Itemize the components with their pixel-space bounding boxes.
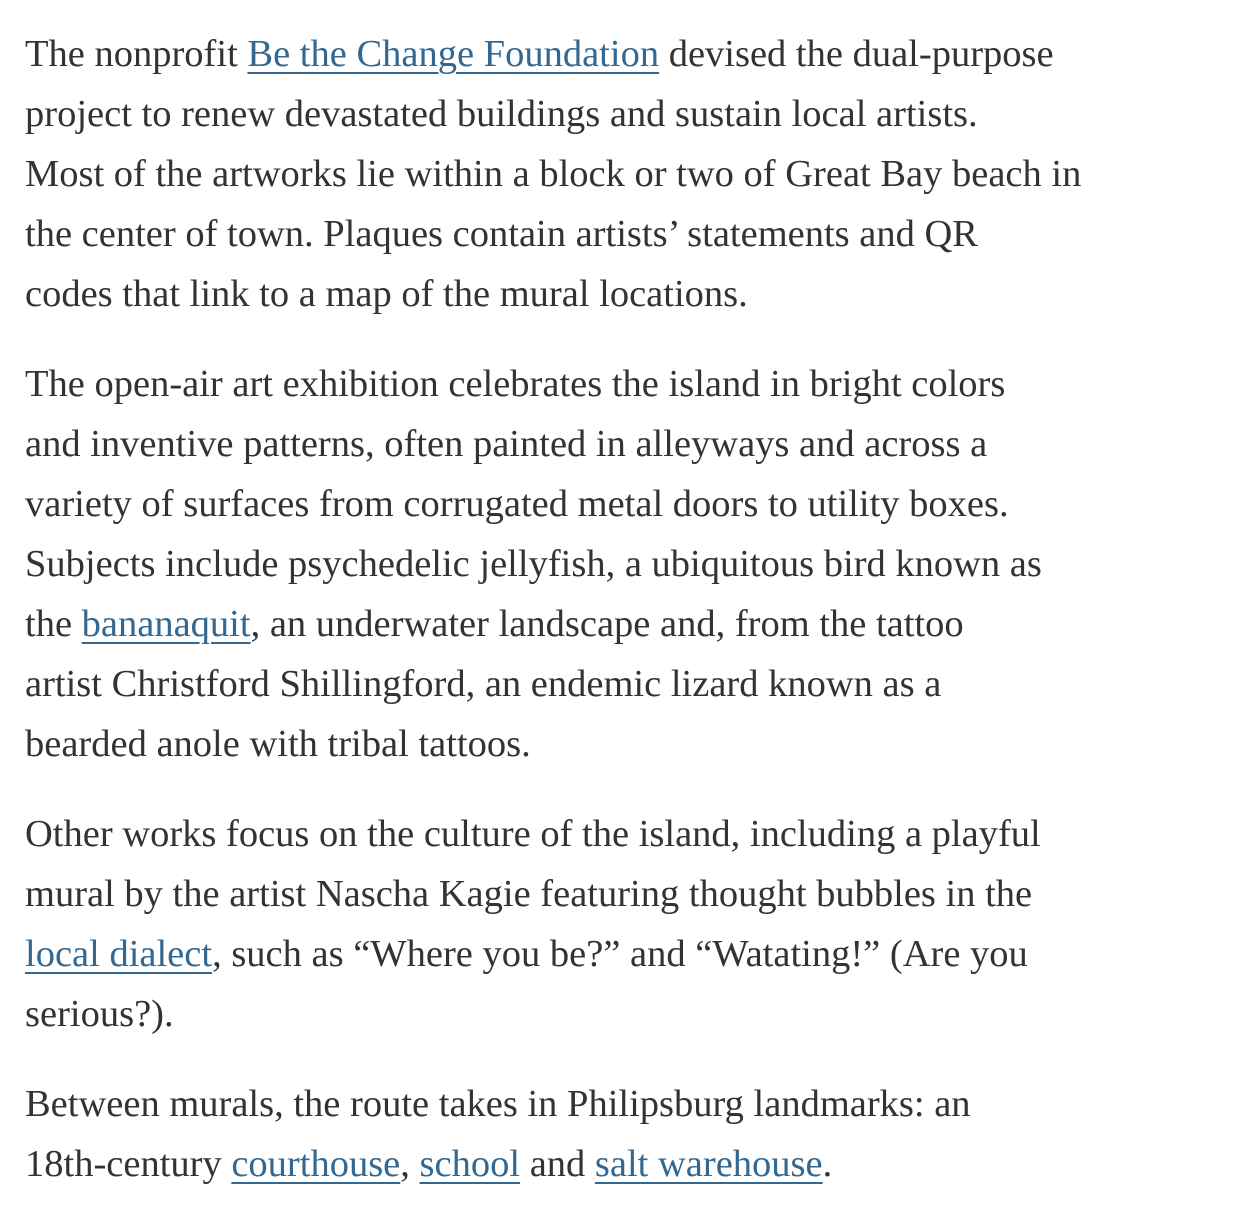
be-the-change-foundation-link[interactable]: Be the Change Foundation — [247, 33, 660, 75]
paragraph-1-line-3 — [25, 144, 1230, 204]
paragraph-2-line-7 — [25, 714, 1200, 774]
paragraph-1-line-2 — [25, 84, 1230, 144]
text-run: codes that link to a map of the mural locations. — [25, 273, 748, 315]
text-run: the — [25, 603, 82, 645]
text-run: 18th-century — [25, 1143, 232, 1185]
text-run: Most of the artworks lie within a block or two of Great Bay beach in — [25, 153, 1082, 195]
paragraph-3-line-4 — [25, 984, 1215, 1044]
courthouse-link[interactable]: courthouse — [231, 1143, 401, 1185]
paragraph-3-line-2 — [25, 864, 1215, 924]
text-run: project to renew devastated buildings and sustain local artists. — [25, 93, 978, 135]
paragraph-1 — [25, 24, 1230, 324]
text-run: bearded anole with tribal tattoos. — [25, 723, 531, 765]
text-run: , such as “Where you be?” and “Watating!” (Are you — [212, 933, 1028, 975]
text-run: , — [400, 1143, 420, 1185]
text-run: the center of town. Plaques contain artists’ statements and QR — [25, 213, 978, 255]
text-run: artist Christford Shillingford, an endemic lizard known as a — [25, 663, 942, 705]
text-run: Subjects include psychedelic jellyfish, a ubiquitous bird known as — [25, 543, 1042, 585]
text-run: Between murals, the route takes in Philipsburg landmarks: an — [25, 1083, 971, 1125]
paragraph-3 — [25, 804, 1215, 1044]
bananaquit-link[interactable]: bananaquit — [81, 603, 251, 645]
text-run: The nonprofit — [25, 33, 248, 75]
text-run: The open-air art exhibition celebrates the island in bright colors — [25, 363, 1006, 405]
paragraph-4-line-1 — [25, 1074, 1215, 1134]
paragraph-2-line-6 — [25, 654, 1200, 714]
paragraph-2-line-2 — [25, 414, 1200, 474]
paragraph-4 — [25, 1074, 1215, 1194]
text-run: devised the dual-purpose — [659, 33, 1054, 75]
paragraph-3-line-1 — [25, 804, 1215, 864]
local-dialect-link[interactable]: local dialect — [25, 933, 213, 975]
paragraph-4-line-2 — [25, 1134, 1215, 1194]
text-run: and inventive patterns, often painted in alleyways and across a — [25, 423, 988, 465]
text-run: Other works focus on the culture of the island, including a playful — [25, 813, 1041, 855]
text-run: , an underwater landscape and, from the tattoo — [250, 603, 964, 645]
paragraph-3-line-3 — [25, 924, 1215, 984]
salt-warehouse-link[interactable]: salt warehouse — [594, 1143, 823, 1185]
text-run: variety of surfaces from corrugated metal doors to utility boxes. — [25, 483, 1009, 525]
text-run: mural by the artist Nascha Kagie featuring thought bubbles in the — [25, 873, 1033, 915]
paragraph-2 — [25, 354, 1200, 774]
paragraph-1-line-1 — [25, 24, 1230, 84]
school-link[interactable]: school — [419, 1143, 521, 1185]
paragraph-2-line-5 — [25, 594, 1200, 654]
paragraph-1-line-5 — [25, 264, 1230, 324]
text-run: . — [822, 1143, 833, 1185]
paragraph-2-line-3 — [25, 474, 1200, 534]
paragraph-1-line-4 — [25, 204, 1230, 264]
text-run: and — [520, 1143, 595, 1185]
text-run: serious?). — [25, 993, 174, 1035]
paragraph-2-line-1 — [25, 354, 1200, 414]
paragraph-2-line-4 — [25, 534, 1200, 594]
